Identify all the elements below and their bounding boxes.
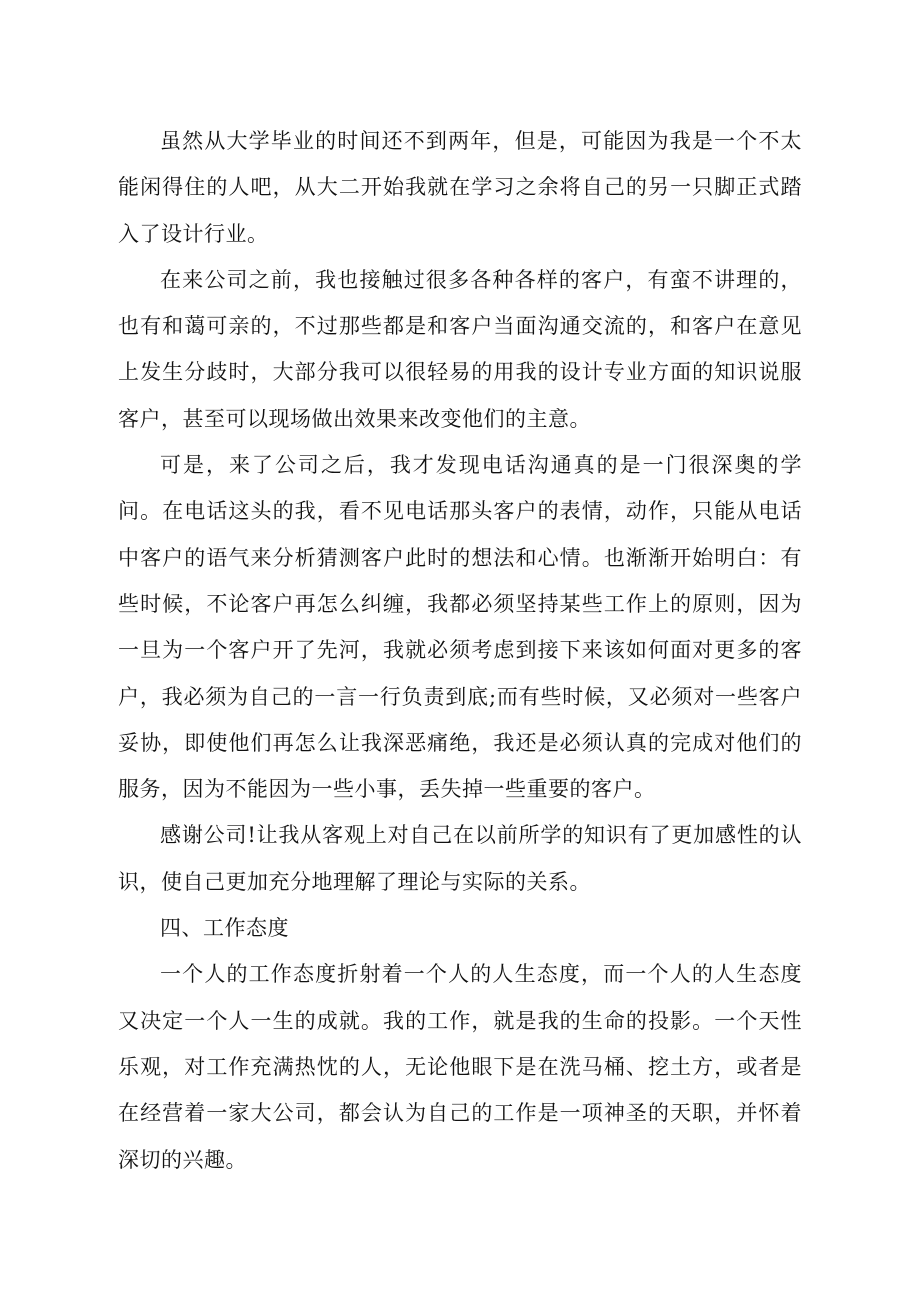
paragraph-3: 可是，来了公司之后，我才发现电话沟通真的是一门很深奥的学问。在电话这头的我，看不见电话那头客户的表情，动作，只能从电话中客户的语气来分析猜测客户此时的想法和心情。也渐渐开始明白：有些时候，不论客户再怎么纠缠，我都必须坚持某些工作上的原则，因为一旦为一个客户开了先河，我就必须考虑到接下来该如何面对更多的客户，我必须为自己的一言一行负责到底;而有些时候，又必须对一些客户妥协，即使他们再怎么让我深恶痛绝，我还是必须认真的完成对他们的服务，因为不能因为一些小事，丢失掉一些重要的客户。 (118, 453, 802, 802)
paragraph-1: 虽然从大学毕业的时间还不到两年，但是，可能因为我是一个不太能闲得住的人吧，从大二开始我就在学习之余将自己的另一只脚正式踏入了设计行业。 (118, 129, 802, 246)
paragraph-5: 一个人的工作态度折射着一个人的人生态度，而一个人的人生态度又决定一个人一生的成就。我的工作，就是我的生命的投影。一个天性乐观，对工作充满热忱的人，无论他眼下是在洗马桶、挖土方，或者是在经营着一家大公司，都会认为自己的工作是一项神圣的天职，并怀着深切的兴趣。 (118, 962, 802, 1172)
paragraph-2: 在来公司之前，我也接触过很多各种各样的客户，有蛮不讲理的，也有和蔼可亲的，不过那些都是和客户当面沟通交流的，和客户在意见上发生分歧时，大部分我可以很轻易的用我的设计专业方面的知识说服客户，甚至可以现场做出效果来改变他们的主意。 (118, 267, 802, 431)
section-heading: 四、工作态度 (160, 916, 289, 941)
paragraph-4: 感谢公司!让我从客观上对自己在以前所学的知识有了更加感性的认识，使自己更加充分地理解了理论与实际的关系。 (118, 823, 802, 894)
document-body (118, 118, 802, 1183)
